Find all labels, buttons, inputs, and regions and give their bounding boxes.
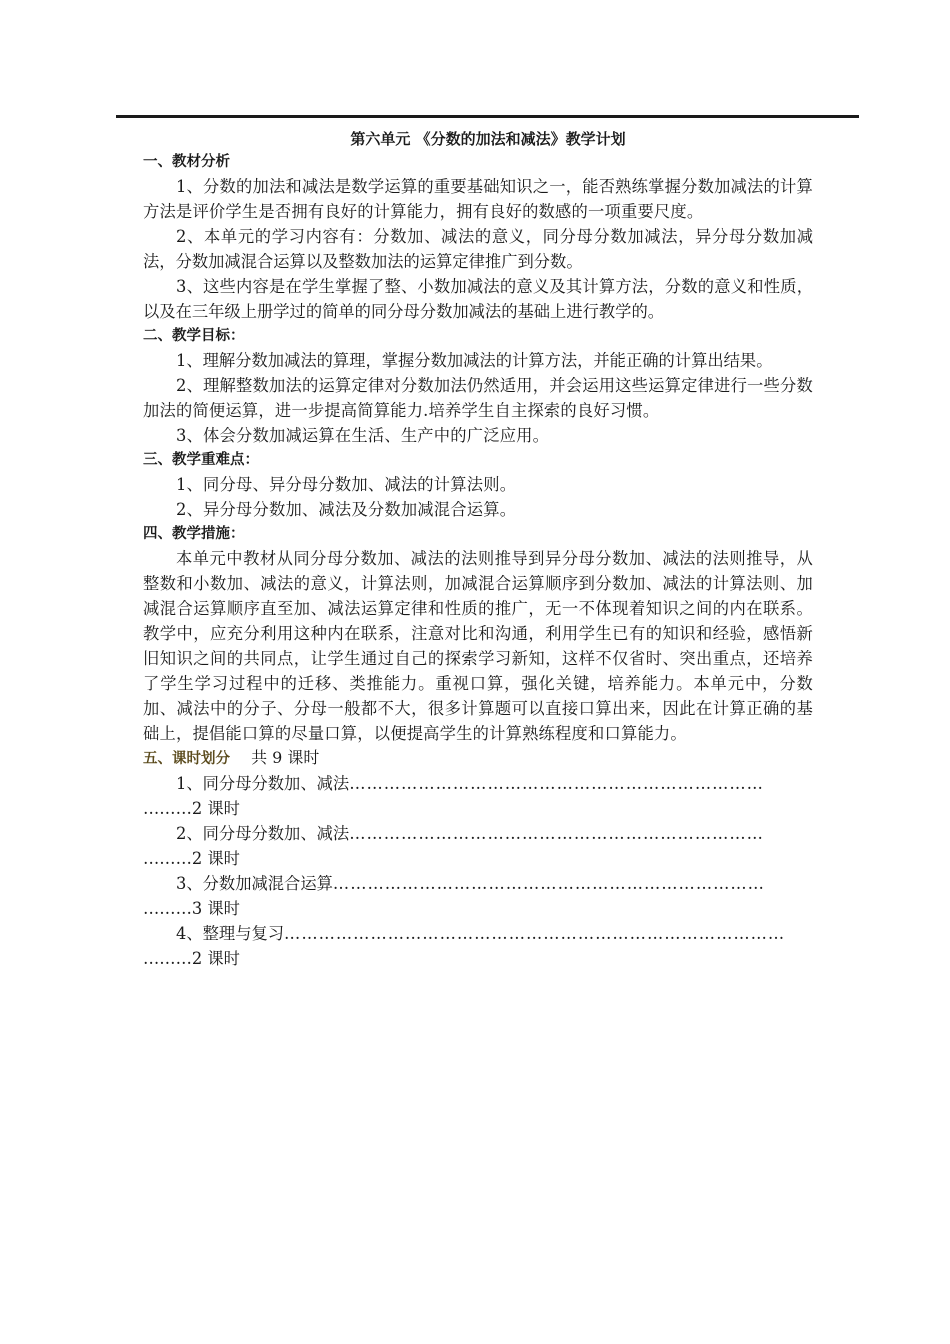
section-heading: 四、教学措施：	[143, 526, 245, 542]
schedule-item-hours: ………2 课时	[143, 949, 240, 968]
paragraph: 3、体会分数加减运算在生活、生产中的广泛应用。	[176, 426, 550, 445]
leader-dots: ………………………………………………………………	[349, 824, 764, 843]
paragraph: 1、理解分数加减法的算理，掌握分数加减法的计算方法，并能正确的计算出结果。	[176, 351, 773, 370]
section-heading: 三、教学重难点：	[143, 452, 259, 468]
paragraph: 3、这些内容是在学生掌握了整、小数加减法的意义及其计算方法，分数的意义和性质，以及在三年级上册学过的简单的同分母分数加减法的基础上进行教学的。	[143, 277, 813, 321]
paragraph: 本单元中教材从同分母分数加、减法的法则推导到异分母分数加、减法的法则推导，从整数和小数加、减法的意义，计算法则，加减混合运算顺序到分数加、减法的计算法则、加减混合运算顺序直至加、减法运算定律和性质的推广，无一不体现着知识之间的内在联系。教学中，应充分利用这种内在联系，注意对比和沟通，利用学生已有的知识和经验，感悟新旧知识之间的共同点，让学生通过自己的探索学习新知，这样不仅省时、突出重点，还培养了学生学习过程中的迁移、类推能力。重视口算，强化关键，培养能力。本单元中，分数加、减法中的分子、分母一般都不大，很多计算题可以直接口算出来，因此在计算正确的基础上，提倡能口算的尽量口算，以便提高学生的计算熟练程度和口算能力。	[143, 549, 813, 743]
leader-dots: ……………………………………………………………………………	[284, 924, 786, 943]
leader-dots: …………………………………………………………………	[332, 874, 765, 893]
schedule-total: 共 9 课时	[251, 748, 320, 767]
paragraph: 2、异分母分数加、减法及分数加减混合运算。	[176, 500, 517, 519]
schedule-item-label: 2、同分母分数加、减法	[176, 824, 350, 843]
document-body	[143, 128, 813, 971]
schedule-list	[143, 771, 813, 971]
section-heading	[143, 747, 813, 770]
leader-dots: ………………………………………………………………	[349, 774, 764, 793]
section-measures	[143, 523, 813, 746]
schedule-item	[143, 821, 813, 871]
header-rule	[116, 115, 859, 118]
schedule-item-hours: ………3 课时	[143, 899, 240, 918]
schedule-item-label: 1、同分母分数加、减法	[176, 774, 350, 793]
schedule-item	[143, 871, 813, 921]
paragraph: 1、分数的加法和减法是数学运算的重要基础知识之一，能否熟练掌握分数加减法的计算方法是评价学生是否拥有良好的计算能力，拥有良好的数感的一项重要尺度。	[143, 177, 813, 221]
schedule-item-hours: ………2 课时	[143, 799, 240, 818]
schedule-item-label: 4、整理与复习	[176, 924, 285, 943]
section-materials	[143, 151, 813, 324]
page-title: 第六单元 《分数的加法和减法》教学计划	[350, 130, 626, 148]
section-heading: 一、教材分析	[143, 154, 230, 170]
schedule-heading-label: 五、课时划分	[143, 751, 230, 767]
schedule-item-label: 3、分数加减混合运算	[176, 874, 333, 893]
paragraph: 2、本单元的学习内容有：分数加、减法的意义，同分母分数加减法，异分母分数加减法，分数加减混合运算以及整数加法的运算定律推广到分数。	[143, 227, 813, 271]
schedule-item	[143, 921, 813, 971]
paragraph: 1、同分母、异分母分数加、减法的计算法则。	[176, 475, 517, 494]
section-schedule	[143, 747, 813, 971]
section-goals	[143, 325, 813, 448]
schedule-item-hours: ………2 课时	[143, 849, 240, 868]
paragraph: 2、理解整数加法的运算定律对分数加法仍然适用，并会运用这些运算定律进行一些分数加法的简便运算，进一步提高简算能力.培养学生自主探索的良好习惯。	[143, 376, 813, 420]
schedule-item	[143, 771, 813, 821]
section-key-points	[143, 449, 813, 522]
section-heading: 二、教学目标：	[143, 328, 245, 344]
